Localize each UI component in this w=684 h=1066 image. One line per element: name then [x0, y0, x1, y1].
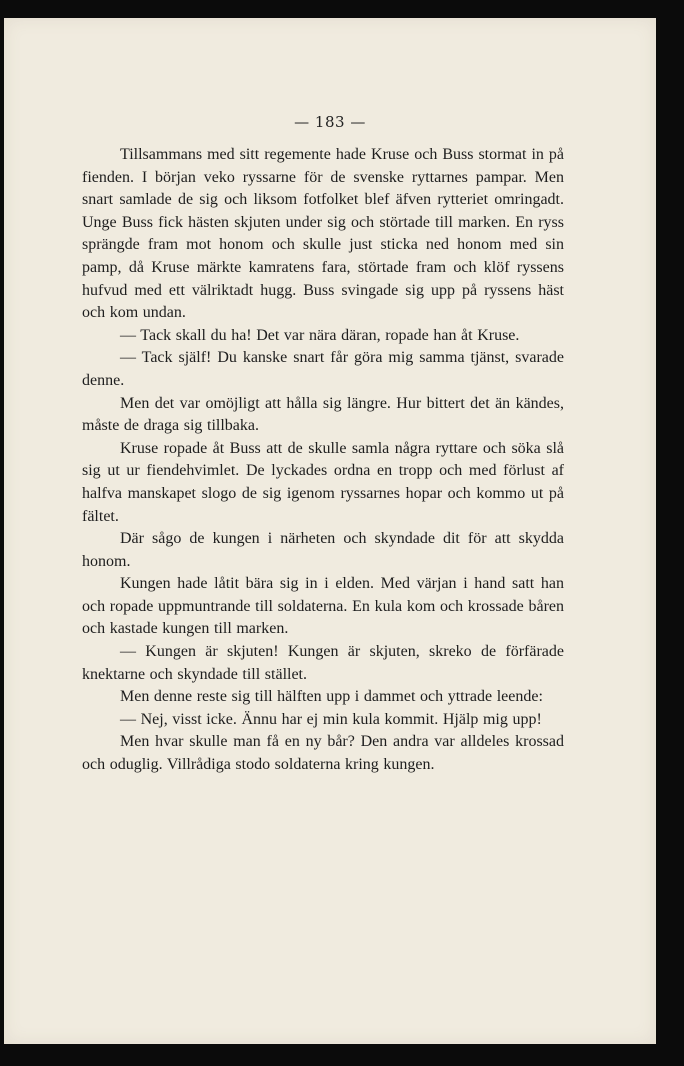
paragraph-3: — Tack själf! Du kanske snart får göra mig samma tjänst, svarade denne. [82, 349, 564, 389]
paragraph-4: Men det var omöjligt att hålla sig längre. Hur bittert det än kändes, måste de draga sig tillbaka. [82, 394, 564, 435]
paragraph-11: Men hvar skulle man få en ny bår? Den andra var alldeles krossad och oduglig. Villrådiga stodo soldaterna kring kungen. [82, 733, 564, 774]
paragraph-9: Men denne reste sig till hälften upp i dammet och yttrade leende: [120, 688, 543, 706]
paragraph-8: — Kungen är skjuten! Kungen är skjuten, skreko de förfärade knektarne och skyndade till stället. [82, 643, 564, 683]
paragraph-1: Tillsammans med sitt regemente hade Kruse och Buss stormat in på fienden. I början veko ryssarne för de svenske ryttarnes pampar. Men snart samlade de sig och liksom fotfolket blef äfven rytteriet omringadt. Unge Buss fick hästen skjuten under sig och störtade till marken. En ryss sprängde fram mot honom och skulle just sticka ned honom med sin pamp, då Kruse märkte kamratens fara, störtade fram och klöf ryssens hufvud med ett välriktadt hugg. Buss svingade sig upp på ryssens häst och kom undan. [82, 146, 564, 322]
paragraph-10: — Nej, visst icke. Ännu har ej min kula kommit. Hjälp mig upp! [120, 710, 542, 728]
paragraph-6: Där sågo de kungen i närheten och skyndade dit för att skydda honom. [82, 530, 564, 570]
page-text [82, 144, 564, 777]
paragraph-5: Kruse ropade åt Buss att de skulle samla några ryttare och söka slå sig ut ur fiendehvimlet. De lyckades ordna en tropp och med förlust af halfva manskapet slogo de sig igenom ryssarnes hopar och kommo ut på fältet. [82, 439, 564, 525]
book-page [4, 18, 656, 1044]
paragraph-7: Kungen hade låtit bära sig in i elden. Med värjan i hand satt han och ropade uppmuntrande till soldaterna. En kula kom och krossade båren och kastade kungen till marken. [82, 575, 564, 638]
page-number: — 183 — [294, 113, 366, 131]
paragraph-2: — Tack skall du ha! Det var nära däran, ropade han åt Kruse. [120, 326, 520, 344]
